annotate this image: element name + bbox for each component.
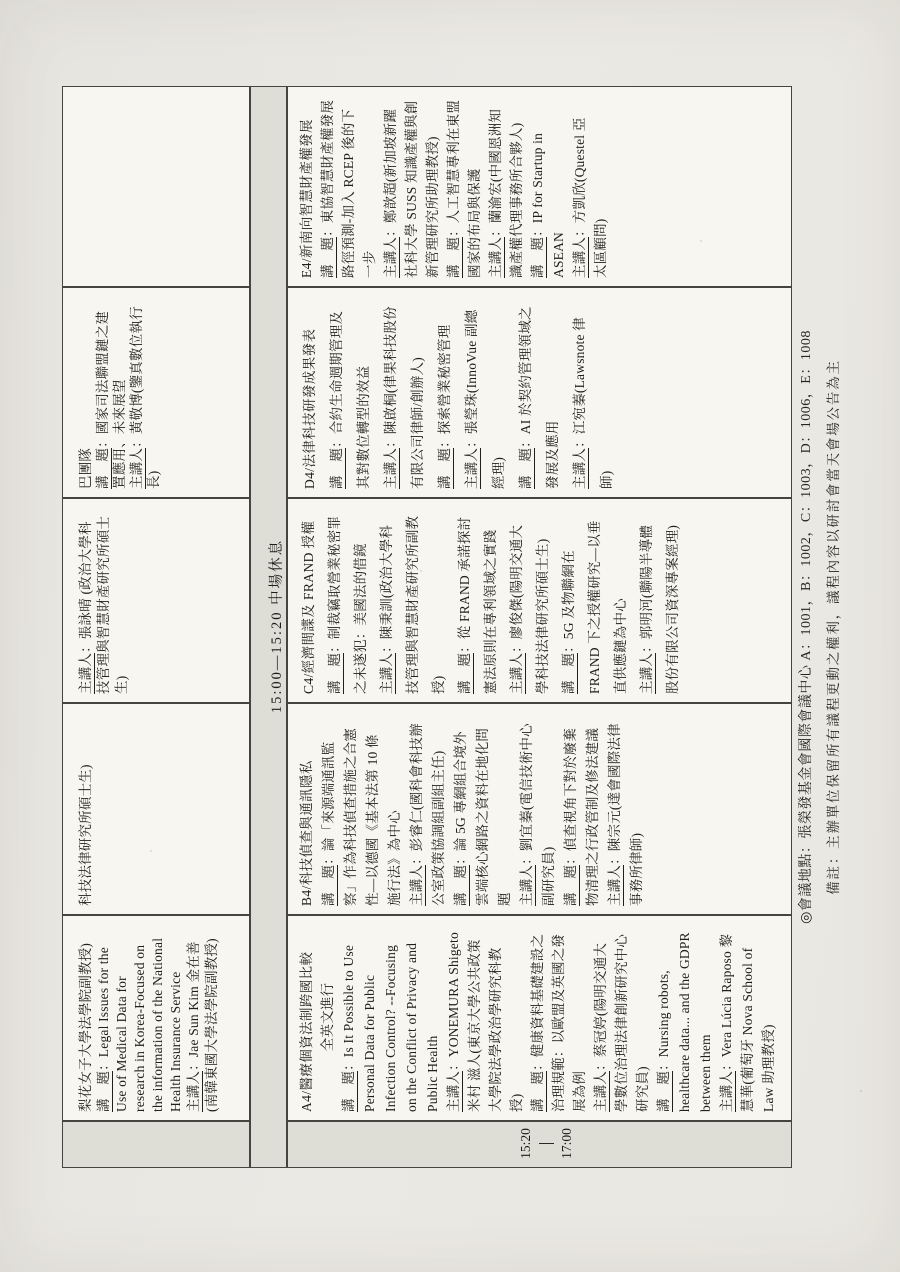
- tail-cell-e3: [62, 86, 250, 287]
- underlined-label: 主講人: [129, 447, 144, 489]
- text-line: 主講人：方凱欣(Questel 亞: [572, 117, 587, 278]
- underlined-label: 講 題: [563, 864, 578, 906]
- text-line: 主講人：陳宗元(達會國際法律: [607, 723, 622, 906]
- text-line: on the Conflict of Privacy and: [404, 942, 419, 1112]
- break-label: 15:00—15:20 中場休息: [269, 538, 285, 714]
- text-line: 講 題：5G 及物聯網在: [561, 550, 576, 694]
- text-line: 講 題：Nursing robots,: [656, 970, 671, 1112]
- text-line: 講 題：論「來源端通訊監: [321, 741, 336, 906]
- text-line: 施行法》為中心: [387, 810, 402, 906]
- text-line: 講 題：從 FRAND 承諾探討: [457, 516, 472, 694]
- text-line: 學科技法律研究所碩士生): [535, 538, 550, 694]
- time-cell-row2: [287, 1121, 792, 1168]
- text-line: 講 題：論 5G 專網組合境外: [453, 731, 468, 906]
- text-line: 憲法原則在專利領域之實踐: [483, 529, 498, 694]
- underlined-label: 主講人: [383, 447, 398, 489]
- text-line: 講 題：人工智慧專利在東盟: [446, 99, 461, 278]
- text-line: 副研究員): [541, 846, 556, 906]
- text-line: the information of the National: [150, 937, 165, 1112]
- text-line: 主講人：張瑩珠(InnoVue 副總: [464, 309, 479, 489]
- text-line: 新管理研究所助理教授): [425, 136, 440, 278]
- tail-cell-a3: [62, 915, 250, 1121]
- text-line: 主講人：江宛蓁(Lawsnote 律: [572, 317, 587, 489]
- underlined-label: 講 題: [329, 447, 344, 489]
- underlined-label: 講 題: [518, 447, 533, 489]
- session-cell-a4: [287, 915, 792, 1121]
- text-line: 主講人：YONEMURA Shigeto: [446, 932, 461, 1112]
- text-line: 梨花女子大學法學院副教授): [78, 942, 93, 1112]
- underlined-label: 講 題: [457, 652, 472, 694]
- text-line: 講 題：合約生命週期管理及: [329, 310, 344, 489]
- underlined-label: 講 題: [530, 236, 545, 278]
- underlined-label: 講 題: [561, 652, 576, 694]
- text-line: 物清理之行政管制及修法建議: [585, 727, 600, 906]
- text-line: 經理): [491, 456, 506, 489]
- text-line: 生): [114, 675, 129, 694]
- text-line: 其對數位轉型的效益: [356, 365, 371, 489]
- text-line: Use of Medical Data for: [114, 976, 129, 1112]
- text-line: 主講人：陳秉訓(政治大學科: [379, 524, 394, 694]
- text-line: 發展及應用: [545, 420, 560, 489]
- scan-speck: [420, 570, 422, 572]
- underlined-label: 主講人: [78, 652, 93, 694]
- text-line: 全英文進行: [320, 982, 335, 1052]
- text-line: 主講人：劉宜蓁(電信技術中心: [519, 723, 534, 906]
- text-line: 直供應鏈為中心: [613, 598, 628, 694]
- underlined-label: 主講人: [488, 236, 503, 278]
- text-line: 識產權代理事務所合夥人): [509, 122, 524, 278]
- underlined-label: 主講人: [186, 1070, 201, 1112]
- text-line: 米村 滋人(東京大學公共政策: [467, 939, 482, 1112]
- text-line: 師): [599, 470, 614, 489]
- text-line: 主講人：黃敬博(鑒真數位執行: [129, 306, 144, 489]
- underlined-label: 主講人: [379, 652, 394, 694]
- tail-cell-c3: [62, 498, 250, 703]
- text-line: ASEAN: [551, 231, 566, 278]
- tail-cell-d3: [62, 287, 250, 498]
- text-line: 主講人：彭睿仁(國科會科技辦: [409, 723, 424, 906]
- text-line: 主講人：Jae Sun Kim 金在善: [186, 941, 201, 1112]
- text-line: 授): [431, 675, 446, 694]
- underlined-label: 主講人: [719, 1070, 734, 1112]
- time-end: 17:00: [559, 1128, 574, 1159]
- scan-speck: [860, 1090, 862, 1092]
- text-line: 太區顧問): [593, 218, 608, 278]
- session-header: A4/醫療個資法制跨國比較: [299, 951, 314, 1112]
- text-line: 技管理與智慧財產研究所副教: [405, 515, 420, 694]
- text-line: 主講人：陳啟桐(律果科技股份: [383, 306, 398, 489]
- text-line: 研究員): [635, 1066, 650, 1112]
- text-line: 慧華(葡萄牙 Nova School of: [740, 947, 755, 1112]
- text-line: Personal Data for Public: [362, 974, 377, 1112]
- text-line: 國家的布局與保護: [467, 168, 482, 278]
- session-header: B4/科技偵查與通訊隱私: [299, 760, 314, 906]
- text-line: 講 題：Legal Issues for the: [96, 947, 111, 1112]
- underlined-label: 講 題: [96, 1070, 111, 1112]
- underlined-label: 主講人: [593, 1070, 608, 1112]
- text-line: Health Insurance Service: [168, 971, 183, 1112]
- text-line: 長): [146, 470, 161, 489]
- underlined-label: 主講人: [464, 447, 479, 489]
- footer-venue-line: ◎會議地點：張榮發基金會國際會議中心 A：1001，B：1002，C：1003，D：1006，E：1008: [799, 330, 814, 924]
- text-line: 學數位治理法律創新研究中心: [614, 933, 629, 1112]
- text-line: 講 題：偵查視角下對於廢棄: [563, 727, 578, 906]
- underlined-label: 講 題: [95, 447, 110, 489]
- underlined-label: 講 題: [327, 652, 342, 694]
- text-line: 講 題：IP for Startup in: [530, 132, 545, 278]
- text-line: 講 題：東協智慧財產權發展: [320, 99, 335, 278]
- underlined-label: 講 題: [453, 864, 468, 906]
- session-cell-e4: [287, 86, 792, 287]
- text-line: 置應用、未來展望: [112, 379, 127, 489]
- text-line: 主講人：廖俊傑(陽明交通大: [509, 524, 524, 694]
- underlined-label: 主講人: [383, 236, 398, 278]
- text-line: 公室政策協調組副組主任): [431, 750, 446, 906]
- text-line: Law 助理教授): [761, 1024, 776, 1112]
- underlined-label: 講 題: [446, 236, 461, 278]
- time-range-dash: [539, 1143, 554, 1145]
- text-line: 一步: [362, 250, 377, 278]
- text-line: 之未遂犯：美國法的借鏡: [353, 543, 368, 694]
- text-line: 技管理與智慧財產研究所碩士: [96, 515, 111, 694]
- text-line: healthcare data... and the GDPR: [677, 932, 692, 1112]
- session-header: E4/新南向智慧財產權發展: [299, 119, 314, 278]
- text-line: 題: [497, 892, 512, 906]
- text-line: 講 題：國家司法聯盟鏈之建: [95, 310, 110, 489]
- text-line: 雲端核心網路之資料在地化問: [475, 727, 490, 906]
- underlined-label: 主講人: [519, 864, 534, 906]
- time-start: 15:20: [518, 1128, 533, 1159]
- underlined-label: 主講人: [446, 1070, 461, 1112]
- text-line: 路徑預測-加入 RCEP 後的下: [341, 108, 356, 278]
- text-line: Infection Control? --Focusing: [383, 944, 398, 1112]
- session-header: D4/法律科技研發成果發表: [302, 328, 317, 489]
- time-cell-row1: [62, 1121, 250, 1168]
- text-line: 主講人：張詠晴 (政治大學科: [78, 521, 93, 694]
- scan-speck: [700, 240, 702, 242]
- text-line: 大學院法學政治學研究科教: [488, 947, 503, 1112]
- text-line: between them: [698, 1034, 713, 1112]
- text-line: 科技法律研究所碩士生): [78, 764, 93, 906]
- text-line: 主講人：鄭歆超(新加坡新躍: [383, 108, 398, 278]
- session-header: C4/經濟間諜及 FRAND 授權: [301, 520, 316, 694]
- text-line: 主講人：Vera Lúcia Raposo 黎: [719, 933, 734, 1112]
- text-line: 主講人：蘭渝宏(中國恩洲知: [488, 108, 503, 278]
- text-line: 講 題：健康資料基礎建設之: [530, 933, 545, 1112]
- underlined-label: 主講人: [509, 652, 524, 694]
- text-line: (南韓東國大學法學院副教授): [204, 938, 219, 1112]
- text-line: 有限公司律師/創辦人): [410, 357, 425, 489]
- underlined-label: 講 題: [321, 864, 336, 906]
- text-line: 講 題：制裁竊取營業秘密罪: [327, 515, 342, 694]
- underlined-label: 講 題: [656, 1070, 671, 1112]
- underlined-label: 講 題: [320, 236, 335, 278]
- text-line: FRAND 下之授權研究—以垂: [587, 520, 602, 694]
- text-line: 主講人：蔡冠婷(陽明交通大: [593, 942, 608, 1112]
- underlined-label: 講 題: [341, 1070, 356, 1112]
- text-line: 展為例: [572, 1070, 587, 1112]
- text-line: 社科大學 SUSS 知識產權與創: [404, 100, 419, 278]
- text-line: 主講人：郭明河(聯陽半導體: [639, 524, 654, 694]
- text-line: Public Health: [425, 1035, 440, 1112]
- text-line: 事務所律師): [629, 832, 644, 906]
- session-cell-d4: [287, 287, 792, 498]
- footer-note-line: 備註：主辦單位保留所有議程更動之權利，議程內容以研討會當天會場公告為主: [826, 359, 841, 895]
- scan-speck: [470, 1010, 472, 1012]
- text-line: 講 題：Is It Possible to Use: [341, 944, 356, 1112]
- underlined-label: 主講人: [572, 447, 587, 489]
- text-line: 授): [509, 1093, 524, 1112]
- text-line: 治理規範：以歐盟及英國之發: [551, 933, 566, 1112]
- session-cell-b4: [287, 703, 792, 915]
- tail-cell-b3: [62, 703, 250, 915]
- text-line: 講 題：探索營業秘密管理: [437, 324, 452, 489]
- underlined-label: 主講人: [607, 864, 622, 906]
- underlined-label: 主講人: [409, 864, 424, 906]
- break-row: [250, 86, 287, 1168]
- text-line: 巴團隊: [78, 447, 93, 489]
- underlined-label: 講 題: [530, 1070, 545, 1112]
- underlined-label: 講 題: [437, 447, 452, 489]
- underlined-label: 主講人: [639, 652, 654, 694]
- text-line: 股份有限公司資深專案經理): [665, 524, 680, 694]
- session-cell-c4: [287, 498, 792, 703]
- text-line: 講 題：AI 於契約管理領域之: [518, 306, 533, 489]
- text-line: 性—以德國《基本法第 10 條: [365, 734, 380, 906]
- underlined-label: 主講人: [572, 236, 587, 278]
- scan-speck: [150, 850, 152, 852]
- text-line: research in Korea-Focused on: [132, 944, 147, 1112]
- text-line: 察」作為科技偵查措施之合憲: [343, 727, 358, 906]
